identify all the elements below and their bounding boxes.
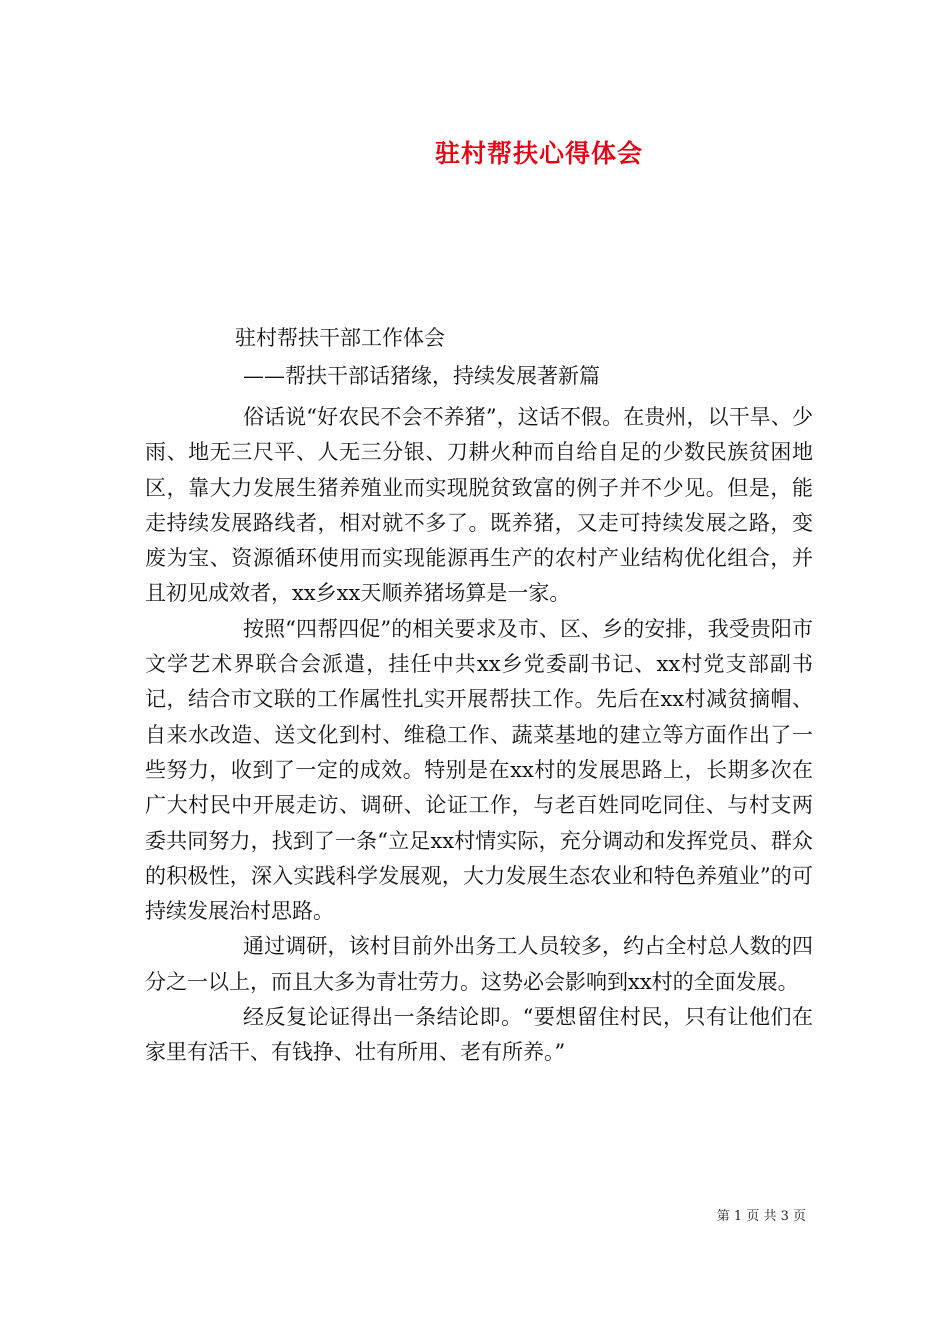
document-subtitle-secondary: ——帮扶干部话猪缘，持续发展著新篇	[243, 364, 600, 388]
page-number: 第 1 页 共 3 页	[716, 1209, 806, 1224]
paragraph-4: 经反复论证得出一条结论即。“要想留住村民，只有让他们在家里有活干、有钱挣、壮有所用、老有所养。”	[145, 1005, 813, 1065]
paragraph-2: 按照“四帮四促”的相关要求及市、区、乡的安排，我受贵阳市文学艺术界联合会派遣，挂任中共xx乡党委副书记、xx村党支部副书记，结合市文联的工作属性扎实开展帮扶工作。先后在xx村减贫摘帽、自来水改造、送文化到村、维稳工作、蔬菜基地的建立等方面作出了一些努力，收到了一定的成效。特别是在xx村的发展思路上，长期多次在广大村民中开展走访、调研、论证工作，与老百姓同吃同住、与村支两委共同努力，找到了一条“立足xx村情实际，充分调动和发挥党员、群众的积极性，深入实践科学发展观，大力发展生态农业和特色养殖业”的可持续发展治村思路。	[145, 616, 813, 924]
paragraph-1: 俗话说“好农民不会不养猪”，这话不假。在贵州，以干旱、少雨、地无三尺平、人无三分银、刀耕火种而自给自足的少数民族贫困地区，靠大力发展生猪养殖业而实现脱贫致富的例子并不少见。但是，能走持续发展路线者，相对就不多了。既养猪，又走可持续发展之路，变废为宝、资源循环使用而实现能源再生产的农村产业结构优化组合，并且初见成效者，xx乡xx天顺养猪场算是一家。	[145, 405, 813, 606]
document-title: 驻村帮扶心得体会	[434, 139, 643, 168]
document-subtitle: 驻村帮扶干部工作体会	[235, 326, 445, 350]
paragraph-3: 通过调研，该村目前外出务工人员较多，约占全村总人数的四分之一以上，而且大多为青壮劳力。这势必会影响到xx村的全面发展。	[145, 934, 813, 994]
document-body	[145, 400, 813, 1071]
